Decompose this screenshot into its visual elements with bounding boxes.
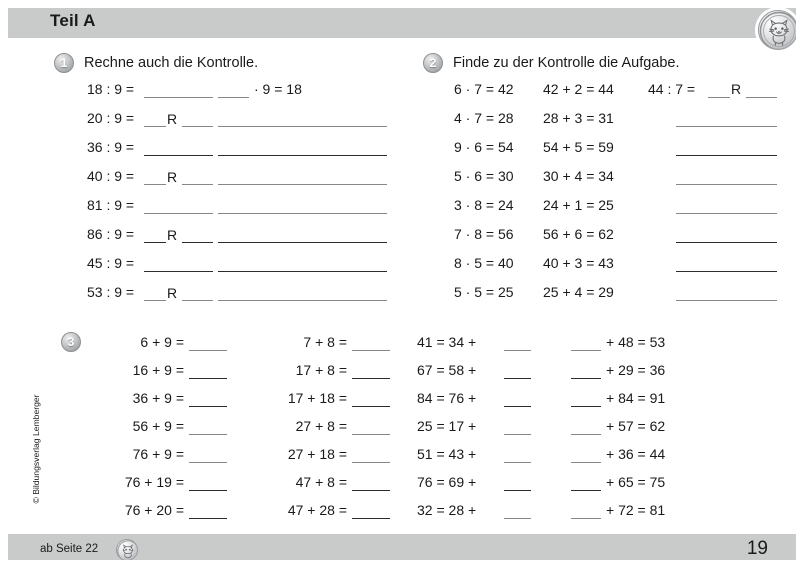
ex1-task-4: 40 : 9 = [87,168,135,184]
ex1-answer-field-7[interactable] [144,271,213,272]
ex2-product-4: 5 · 6 = 30 [454,168,514,184]
ex3-col4-row-6: + 65 = 75 [606,474,666,490]
ex3-col4-field-5[interactable] [571,462,601,463]
ex3-col4-row-5: + 36 = 44 [606,446,666,462]
ex3-col4-field-2[interactable] [571,378,601,379]
ex2-answer-field-4[interactable] [676,184,777,185]
ex1-answer-field-4b[interactable] [182,184,213,185]
ex3-col1-row-6: 76 + 19 = [124,474,184,490]
ex1-control-field-1[interactable] [218,97,249,98]
ex2-answer-field-7[interactable] [676,271,777,272]
page-title: Teil A [50,11,96,30]
ex2-sum-6: 56 + 6 = 62 [543,226,614,242]
ex2-product-5: 3 · 8 = 24 [454,197,514,213]
ex3-col1-row-1: 6 + 9 = [140,334,184,350]
exercise-title-2: Finde zu der Kontrolle die Aufgabe. [453,55,680,71]
ex1-control-field-7[interactable] [218,271,387,272]
ex3-col4-field-3[interactable] [571,406,601,407]
ex1-answer-field-6b[interactable] [182,242,213,243]
ex3-col1-row-4: 56 + 9 = [132,418,184,434]
ex1-answer-field-3[interactable] [144,155,213,156]
ex1-remainder-label-6: R [167,227,178,243]
ex3-col4-field-7[interactable] [571,518,601,519]
ex3-col2-field-7[interactable] [352,518,390,519]
ex3-col4-row-7: + 72 = 81 [606,502,666,518]
ex3-col2-row-6: 47 + 8 = [295,474,347,490]
ex3-col1-row-5: 76 + 9 = [132,446,184,462]
ex1-control-field-4[interactable] [218,184,387,185]
ex3-col1-row-2: 16 + 9 = [132,362,184,378]
ex1-answer-field-8a[interactable] [144,300,166,301]
ex2-answer-field-6[interactable] [676,242,777,243]
header-bar [8,8,800,38]
exercise-badge-1: 1 [54,53,74,73]
ex2-answer-field-3[interactable] [676,155,777,156]
ex3-col1-field-3[interactable] [189,406,227,407]
ex3-col2-row-7: 47 + 28 = [287,502,347,518]
ex3-col3-field-3[interactable] [504,406,531,407]
ex1-task-5: 81 : 9 = [87,197,135,213]
ex2-sum-5: 24 + 1 = 25 [543,197,614,213]
ex1-task-2: 20 : 9 = [87,110,135,126]
ex3-col2-row-2: 17 + 8 = [295,362,347,378]
ex3-col2-field-4[interactable] [352,434,390,435]
ex3-col4-row-1: + 48 = 53 [606,334,666,350]
ex1-control-1: · 9 = 18 [254,81,302,97]
ex3-col2-row-1: 7 + 8 = [303,334,347,350]
ex1-answer-field-1[interactable] [144,97,213,98]
ex2-answer-field-1b[interactable] [746,97,777,98]
ex2-sum-3: 54 + 5 = 59 [543,139,614,155]
ex2-answer-field-2[interactable] [676,126,777,127]
exercise-title-1: Rechne auch die Kontrolle. [84,55,259,71]
ex2-answer-field-1a[interactable] [708,97,730,98]
ex2-task-1: 44 : 7 = [648,81,696,97]
ex3-col3-row-7: 32 = 28 + [417,502,477,518]
ex1-control-field-2[interactable] [218,126,387,127]
ex2-product-3: 9 · 6 = 54 [454,139,514,155]
ex2-product-6: 7 · 8 = 56 [454,226,514,242]
copyright-notice: © Bildungsverlag Lemberger [31,394,41,504]
ex3-col3-field-2[interactable] [504,378,531,379]
ex1-answer-field-8b[interactable] [182,300,213,301]
ex3-col4-field-4[interactable] [571,434,601,435]
ex3-col2-field-2[interactable] [352,378,390,379]
ex1-remainder-label-2: R [167,111,178,127]
ex3-col1-field-7[interactable] [189,518,227,519]
ex3-col3-field-6[interactable] [504,490,531,491]
ex1-task-3: 36 : 9 = [87,139,135,155]
ex1-task-6: 86 : 9 = [87,226,135,242]
ex3-col3-row-5: 51 = 43 + [417,446,477,462]
ex3-col3-field-4[interactable] [504,434,531,435]
ex1-remainder-label-4: R [167,169,178,185]
ex3-col4-row-3: + 84 = 91 [606,390,666,406]
ex3-col3-row-1: 41 = 34 + [417,334,477,350]
ex3-col3-field-5[interactable] [504,462,531,463]
ex3-col1-field-2[interactable] [189,378,227,379]
ex3-col2-row-3: 17 + 18 = [287,390,347,406]
ex1-control-field-6[interactable] [218,242,387,243]
ex3-col1-field-4[interactable] [189,434,227,435]
ex3-col2-row-4: 27 + 8 = [295,418,347,434]
ex2-sum-7: 40 + 3 = 43 [543,255,614,271]
ex3-col1-field-6[interactable] [189,490,227,491]
ex1-answer-field-4a[interactable] [144,184,166,185]
cat-medallion-icon-footer [116,539,138,561]
ex1-task-8: 53 : 9 = [87,284,135,300]
ex3-col1-field-1[interactable] [189,350,227,351]
ex2-product-8: 5 · 5 = 25 [454,284,514,300]
ex1-control-field-5[interactable] [218,213,387,214]
ex2-sum-2: 28 + 3 = 31 [543,110,614,126]
ex1-answer-field-2b[interactable] [182,126,213,127]
ex2-answer-field-8[interactable] [676,300,777,301]
ex3-col2-row-5: 27 + 18 = [287,446,347,462]
ex3-col1-field-5[interactable] [189,462,227,463]
ex1-answer-field-2a[interactable] [144,126,166,127]
ex3-col3-row-3: 84 = 76 + [417,390,477,406]
ex2-sum-8: 25 + 4 = 29 [543,284,614,300]
ex3-col3-row-2: 67 = 58 + [417,362,477,378]
ex3-col3-field-7[interactable] [504,518,531,519]
ex3-col4-field-6[interactable] [571,490,601,491]
ex2-answer-field-5[interactable] [676,213,777,214]
ex2-sum-1: 42 + 2 = 44 [543,81,614,97]
ex2-remainder-label-1: R [731,81,742,97]
ex3-col2-field-1[interactable] [352,350,390,351]
ex3-col4-field-1[interactable] [571,350,601,351]
ex1-answer-field-6a[interactable] [144,242,166,243]
cat-medallion-icon [758,10,798,50]
ex3-col2-field-3[interactable] [352,406,390,407]
page-number: 19 [746,538,768,559]
ex3-col3-row-6: 76 = 69 + [417,474,477,490]
footer-source-label: ab Seite 22 [40,543,99,555]
ex2-product-1: 6 · 7 = 42 [454,81,514,97]
ex2-product-2: 4 · 7 = 28 [454,110,514,126]
ex1-task-7: 45 : 9 = [87,255,135,271]
ex1-task-1: 18 : 9 = [87,81,135,97]
ex3-col4-row-2: + 29 = 36 [606,362,666,378]
exercise-badge-3: 3 [61,332,81,352]
ex2-sum-4: 30 + 4 = 34 [543,168,614,184]
ex3-col3-field-1[interactable] [504,350,531,351]
ex3-col2-field-6[interactable] [352,490,390,491]
ex3-col2-field-5[interactable] [352,462,390,463]
ex1-control-field-8[interactable] [218,300,387,301]
ex3-col1-row-7: 76 + 20 = [124,502,184,518]
ex1-control-field-3[interactable] [218,155,387,156]
exercise-badge-2: 2 [423,53,443,73]
ex3-col1-row-3: 36 + 9 = [132,390,184,406]
ex1-answer-field-5[interactable] [144,213,213,214]
ex3-col4-row-4: + 57 = 62 [606,418,666,434]
ex2-product-7: 8 · 5 = 40 [454,255,514,271]
ex3-col3-row-4: 25 = 17 + [417,418,477,434]
ex1-remainder-label-8: R [167,285,178,301]
